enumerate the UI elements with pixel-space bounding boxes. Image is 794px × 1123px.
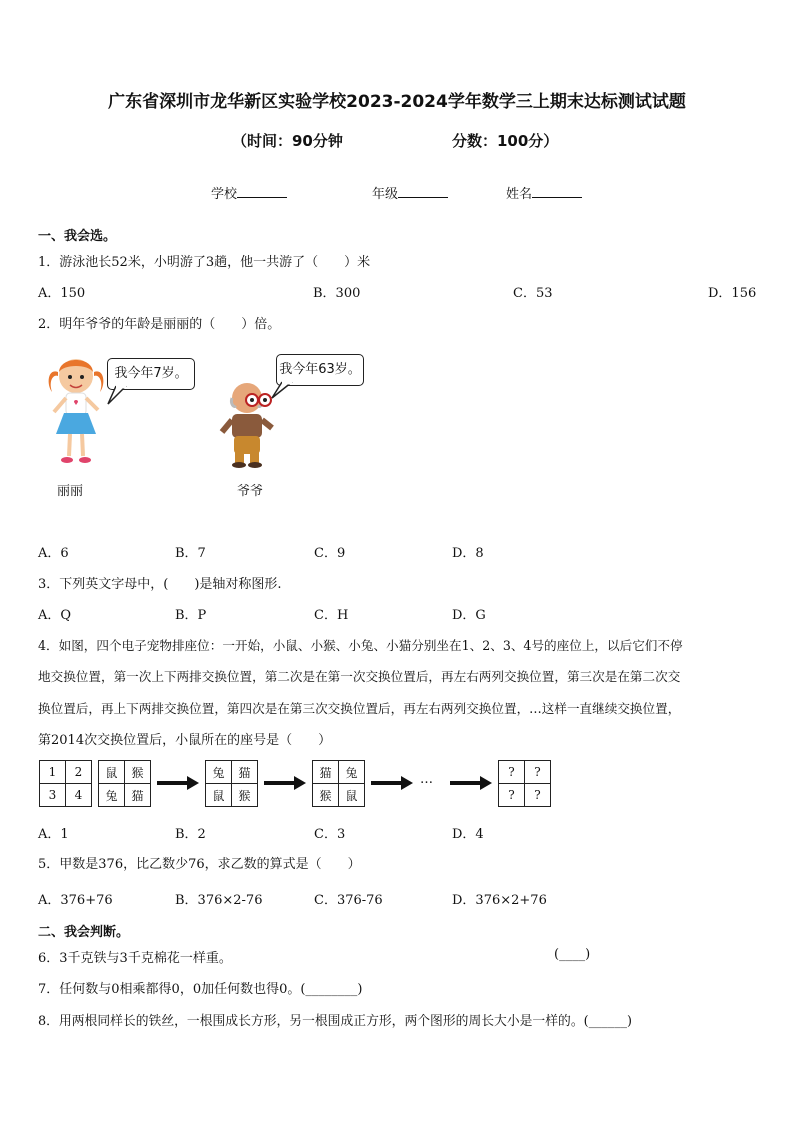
seat-grid-start (39, 760, 92, 807)
seat-grid-unknown (498, 760, 551, 807)
grid-cell: ? (525, 784, 551, 807)
grandpa-figure-icon (216, 382, 278, 468)
name-field (506, 183, 582, 202)
question-7: 7．任何数与0相乘都得0，0加任何数也得0。(________) (38, 982, 363, 997)
question-4-line-3: 换位置后，再上下两排交换位置，第四次是在第三次交换位置后，再左右两列交换位置，…这样一直继续交换位置， (38, 701, 681, 716)
grid-cell: 2 (66, 761, 92, 784)
question-8: 8．用两根同样长的铁丝，一根围成长方形，另一根围成正方形，两个图形的周长大小是一样的。(______) (38, 1014, 632, 1029)
name-label: 姓名 (506, 187, 533, 202)
question-5: 5．甲数是376，比乙数少76，求乙数的算式是（ ） (38, 857, 361, 872)
grid-cell: 兔 (99, 784, 125, 807)
exam-score: 分数：100分） (452, 132, 559, 150)
girl-name-label: 丽丽 (57, 484, 84, 499)
q1-option-b: B．300 (313, 286, 361, 301)
grid-cell: ? (499, 784, 525, 807)
grid-cell: 猴 (232, 784, 258, 807)
school-label: 学校 (211, 187, 238, 202)
grid-cell: 兔 (206, 761, 232, 784)
name-blank (532, 185, 582, 198)
grid-cell: 兔 (339, 761, 365, 784)
grid-cell: 猴 (125, 761, 151, 784)
q4-option-c: C．3 (314, 827, 346, 842)
question-3: 3．下列英文字母中，( )是轴对称图形. (38, 577, 282, 592)
question-4-line-2: 地交换位置，第一次上下两排交换位置，第二次是在第一次交换位置后，再左右两列交换位置，第三次是在第二次交 (38, 669, 681, 684)
exam-time: （时间：90分钟 (232, 132, 343, 150)
question-4-line-4: 第2014次交换位置后，小鼠所在的座号是（ ） (38, 733, 332, 748)
arrow-right-icon (157, 776, 199, 790)
grid-cell: 猴 (313, 784, 339, 807)
arrow-right-icon (450, 776, 492, 790)
q2-option-a: A．6 (38, 546, 69, 561)
q1-option-c: C．53 (513, 286, 553, 301)
grade-label: 年级 (372, 187, 399, 202)
q5-option-c: C．376-76 (314, 893, 383, 908)
seat-grid-initial (98, 760, 151, 807)
q2-option-d: D．8 (452, 546, 484, 561)
grid-cell: 鼠 (339, 784, 365, 807)
arrow-right-icon (371, 776, 413, 790)
q3-option-a: A．Q (38, 608, 72, 623)
q4-option-b: B．2 (175, 827, 206, 842)
q5-option-b: B．376×2-76 (175, 893, 263, 908)
section-2-title: 二、我会判断。 (38, 925, 130, 940)
q3-option-c: C．H (314, 608, 349, 623)
q1-option-d: D．156 (708, 286, 757, 301)
question-1: 1．游泳池长52米，小明游了3趟，他一共游了（ ）米 (38, 255, 371, 270)
q2-illustration (38, 340, 380, 500)
question-6: 6．3千克铁与3千克棉花一样重。 (38, 951, 232, 966)
q2-option-b: B．7 (175, 546, 206, 561)
grid-cell: 鼠 (206, 784, 232, 807)
seat-grid-swap-2 (312, 760, 365, 807)
school-blank (237, 185, 287, 198)
grade-field (372, 183, 448, 202)
q4-option-d: D．4 (452, 827, 484, 842)
question-4-line-1: 4．如图，四个电子宠物排座位：一开始，小鼠、小猴、小兔、小猫分别坐在1、2、3、4号的座位上，以后它们不停 (38, 638, 683, 653)
grid-cell: 鼠 (99, 761, 125, 784)
q5-option-d: D．376×2+76 (452, 893, 547, 908)
girl-bubble-tail-icon (106, 384, 130, 408)
grid-cell: 1 (40, 761, 66, 784)
grid-cell: 4 (66, 784, 92, 807)
grandpa-speech-text: 我今年63岁。 (279, 362, 361, 377)
q2-option-c: C．9 (314, 546, 346, 561)
grid-cell: 猫 (313, 761, 339, 784)
grade-blank (398, 185, 448, 198)
sequence-ellipsis: … (420, 772, 433, 787)
grid-cell: ? (525, 761, 551, 784)
grid-cell: ? (499, 761, 525, 784)
q3-option-b: B．P (175, 608, 207, 623)
grandpa-name-label: 爷爷 (237, 484, 264, 499)
girl-speech-text: 我今年7岁。 (114, 366, 188, 381)
q1-option-a: A．150 (38, 286, 86, 301)
grandpa-bubble-tail-icon (270, 380, 294, 402)
page-title: 广东省深圳市龙华新区实验学校2023-2024学年数学三上期末达标测试试题 (108, 92, 686, 112)
section-1-title: 一、我会选。 (38, 229, 117, 244)
seat-grid-swap-1 (205, 760, 258, 807)
school-field (211, 183, 287, 202)
grid-cell: 猫 (232, 761, 258, 784)
question-2: 2．明年爷爷的年龄是丽丽的（ ）倍。 (38, 317, 281, 332)
grid-cell: 猫 (125, 784, 151, 807)
q5-option-a: A．376+76 (38, 893, 113, 908)
q4-option-a: A．1 (38, 827, 69, 842)
grid-cell: 3 (40, 784, 66, 807)
arrow-right-icon (264, 776, 306, 790)
q3-option-d: D．G (452, 608, 486, 623)
q6-answer-blank: (____) (554, 947, 591, 962)
girl-figure-icon (46, 350, 106, 468)
